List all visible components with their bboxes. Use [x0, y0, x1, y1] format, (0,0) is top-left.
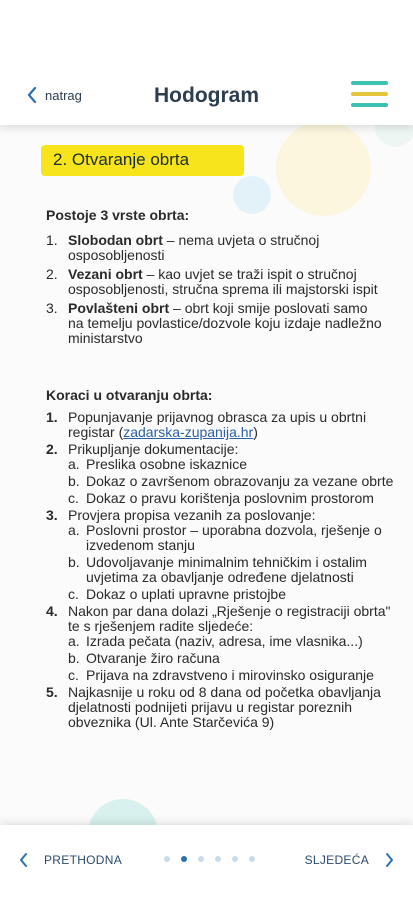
step-item: 1. Popunjavanje prijavnog obrasca za upis u obrtni registar (zadarska-zupanija.hr): [46, 409, 367, 440]
menu-bar-top: [351, 81, 388, 85]
sub-item: b. Otvaranje žiro računa: [68, 650, 220, 666]
page-indicator: [164, 856, 266, 862]
chevron-right-icon: [384, 852, 395, 868]
chevron-left-icon: [18, 852, 29, 868]
section-title: 2. Otvaranje obrta: [41, 145, 244, 176]
sub-item: c. Dokaz o pravu korištenja poslovnim prostorom: [68, 490, 374, 506]
list-item: 2. Vezani obrt – kao uvjet se traži ispit o stručnoj osposobljenosti, stručna sprema ili majstorski ispit: [46, 266, 378, 297]
previous-button[interactable]: [18, 852, 122, 868]
step-item: 3. Provjera propisa vezanih za poslovanje: a. Poslovni prostor – uporabna dozvola, rješenje o izvedenom stanju b. Udovoljavanje minimalnim tehničkim i ostalim uvjetima za obavljanje određene djelatnosti c. Dokaz o uplati upravne pristojbe: [46, 508, 401, 602]
content-area[interactable]: [0, 125, 413, 825]
page-dot[interactable]: [181, 856, 187, 862]
sub-list: [68, 634, 401, 683]
sub-item: c. Dokaz o uplati upravne pristojbe: [68, 586, 287, 602]
page-dot[interactable]: [164, 856, 170, 862]
step-item: 5. Najkasnije u roku od 8 dana od početka obavljanja djelatnosti podnijeti prijavu u registar poreznih obveznika (Ul. Ante Starčevića 9): [46, 684, 381, 730]
sub-item: c. Prijava na zdravstveno i mirovinsko osiguranje: [68, 667, 374, 683]
list-item: 1. Slobodan obrt – nema uvjeta o stručnoj osposobljenosti: [46, 232, 320, 263]
back-label: natrag: [45, 87, 82, 103]
menu-bar-bottom: [351, 103, 388, 107]
zadarska-zupanija-link[interactable]: zadarska-zupanija.hr: [123, 424, 254, 440]
step-item: 4. Nakon par dana dolazi „Rješenje o registraciji obrta" te s rješenjem radite sljedeće: a. Izrada pečata (naziv, adresa, ime vlasnika...) b. Otvaranje žiro računa c. Prijava na zdravstveno i mirovinsko osiguranje: [46, 604, 401, 683]
sub-item: b. Udovoljavanje minimalnim tehničkim i ostalim uvjetima za obavljanje određene djelatnosti: [68, 554, 367, 585]
menu-bar-middle: [351, 92, 388, 96]
next-button[interactable]: [305, 852, 395, 868]
steps-heading: Koraci u otvaranju obrta:: [46, 387, 213, 403]
sub-item: a. Izrada pečata (naziv, adresa, ime vlasnika...): [68, 633, 363, 649]
steps-list: [46, 410, 401, 732]
hamburger-menu-icon[interactable]: [351, 80, 388, 110]
decorative-circle: [88, 799, 158, 825]
step-item: 2. Prikupljanje dokumentacije: a. Preslika osobne iskaznice b. Dokaz o završenom obrazovanju za vezane obrte c. Dokaz o pravu korištenja poslovnim prostorom: [46, 442, 401, 506]
previous-label: PRETHODNA: [44, 853, 123, 867]
sub-item: b. Dokaz o završenom obrazovanju za vezane obrte: [68, 473, 394, 489]
next-label: SLJEDEĆA: [304, 853, 369, 867]
page-title: Hodogram: [154, 84, 259, 107]
sub-list: [68, 457, 401, 506]
types-heading: Postoje 3 vrste obrta:: [46, 207, 190, 223]
decorative-circle: [375, 125, 413, 147]
sub-item: a. Poslovni prostor – uporabna dozvola, rješenje o izvedenom stanju: [68, 522, 382, 553]
list-item: 3. Povlašteni obrt – obrt koji smije poslovati samo na temelju povlastice/dozvole koju izdaje nadležno ministarstvo: [46, 300, 382, 346]
app-header: [0, 0, 413, 125]
sub-item: a. Preslika osobne iskaznice: [68, 456, 248, 472]
decorative-circle: [233, 176, 271, 214]
sub-list: [68, 523, 401, 602]
page-dot[interactable]: [232, 856, 238, 862]
pager-footer: [0, 825, 413, 900]
page-dot[interactable]: [249, 856, 255, 862]
page-dot[interactable]: [198, 856, 204, 862]
types-list: [46, 233, 386, 350]
page-dot[interactable]: [215, 856, 221, 862]
decorative-circle: [276, 125, 371, 216]
